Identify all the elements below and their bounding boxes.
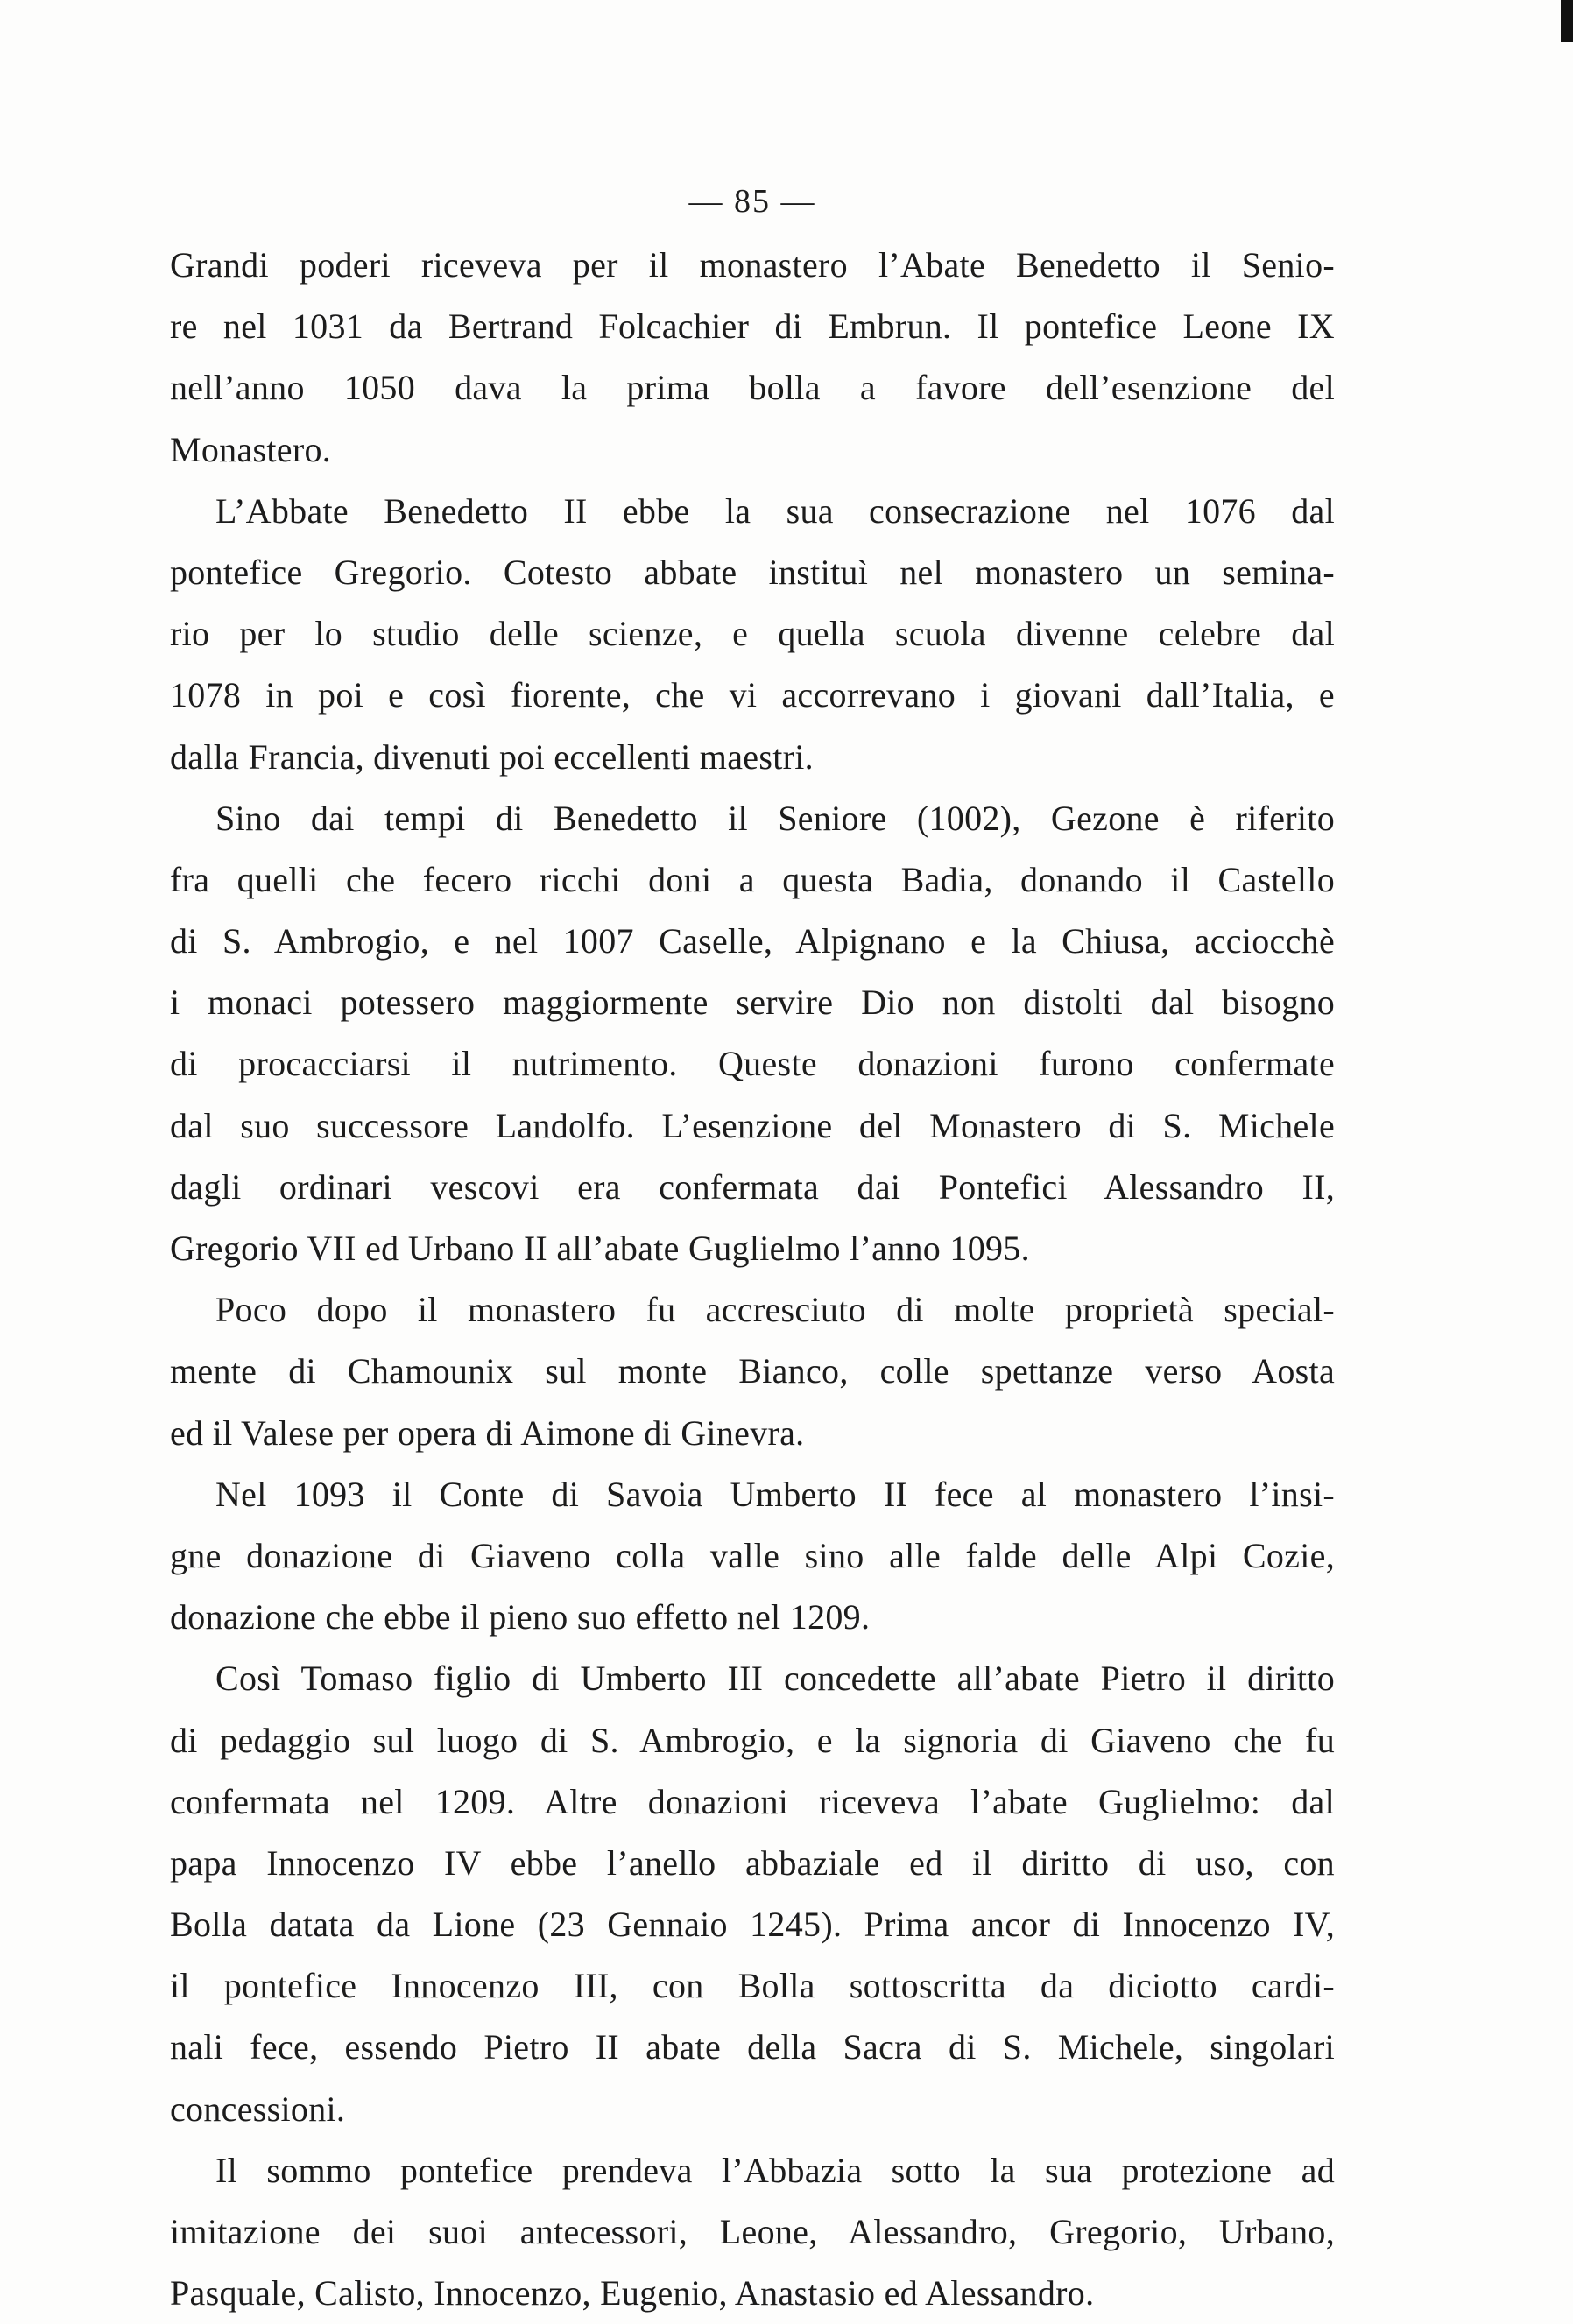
text-line: Poco dopo il monastero fu accresciuto di molte proprietà special-: [215, 1290, 1335, 1330]
text-line: Bolla datata da Lione (23 Gennaio 1245). Prima ancor di Innocenzo IV,: [170, 1905, 1335, 1945]
text-line: di procacciarsi il nutrimento. Queste donazioni furono confermate: [170, 1044, 1335, 1084]
text-line: nell’anno 1050 dava la prima bolla a favore dell’esenzione del: [170, 368, 1335, 408]
text-line: concessioni.: [170, 2088, 346, 2129]
text-line: rio per lo studio delle scienze, e quella scuola divenne celebre dal: [170, 614, 1335, 654]
text-line: 1078 in poi e così fiorente, che vi accorrevano i giovani dall’Italia, e: [170, 675, 1335, 715]
text-line: mente di Chamounix sul monte Bianco, colle spettanze verso Aosta: [170, 1351, 1335, 1391]
text-line: donazione che ebbe il pieno suo effetto nel 1209.: [170, 1597, 871, 1637]
text-line: dalla Francia, divenuti poi eccellenti maestri.: [170, 736, 814, 777]
text-line: il pontefice Innocenzo III, con Bolla sottoscritta da diciotto cardi-: [170, 1966, 1335, 2006]
text-line: Sino dai tempi di Benedetto il Seniore (1002), Gezone è riferito: [215, 798, 1335, 838]
text-line: papa Innocenzo IV ebbe l’anello abbaziale ed il diritto di uso, con: [170, 1842, 1335, 1883]
text-line: re nel 1031 da Bertrand Folcachier di Embrun. Il pontefice Leone IX: [170, 306, 1335, 347]
text-line: di S. Ambrogio, e nel 1007 Caselle, Alpignano e la Chiusa, acciocchè: [170, 921, 1335, 961]
text-line: Gregorio VII ed Urbano II all’abate Guglielmo l’anno 1095.: [170, 1229, 1030, 1268]
text-line: Nel 1093 il Conte di Savoia Umberto II fece al monastero l’insi-: [215, 1474, 1335, 1514]
text-line: L’Abbate Benedetto II ebbe la sua consecrazione nel 1076 dal: [215, 490, 1335, 531]
text-line: di pedaggio sul luogo di S. Ambrogio, e la signoria di Giaveno che fu: [170, 1720, 1335, 1760]
scan-edge-mark: [1561, 0, 1573, 42]
text-line: gne donazione di Giaveno colla valle sino alle falde delle Alpi Cozie,: [170, 1535, 1335, 1575]
text-line: fra quelli che fecero ricchi doni a questa Badia, donando il Castello: [170, 859, 1335, 899]
text-line: pontefice Gregorio. Cotesto abbate instituì nel monastero un semina-: [170, 552, 1335, 592]
text-line: ed il Valese per opera di Aimone di Ginevra.: [170, 1412, 805, 1453]
text-line: dal suo successore Landolfo. L’esenzione del Monastero di S. Michele: [170, 1105, 1335, 1145]
text-line: dagli ordinari vescovi era confermata dai Pontefici Alessandro II,: [170, 1166, 1335, 1207]
text-line: Monastero.: [170, 429, 332, 469]
book-page: [170, 175, 1335, 2324]
text-line: i monaci potessero maggiormente servire Dio non distolti dal bisogno: [170, 982, 1335, 1023]
text-line: Grandi poderi riceveva per il monastero l’Abate Benedetto il Senio-: [170, 245, 1335, 285]
text-line: Così Tomaso figlio di Umberto III concedette all’abate Pietro il diritto: [215, 1658, 1335, 1699]
text-line: imitazione dei suoi antecessori, Leone, Alessandro, Gregorio, Urbano,: [170, 2212, 1335, 2251]
text-line: confermata nel 1209. Altre donazioni riceveva l’abate Guglielmo: dal: [170, 1781, 1335, 1821]
text-line: Il sommo pontefice prendeva l’Abbazia sotto la sua protezione ad: [215, 2150, 1335, 2190]
text-line: Pasquale, Calisto, Innocenzo, Eugenio, Anastasio ed Alessandro.: [170, 2273, 1095, 2313]
body-text: [170, 235, 1335, 2324]
text-line: nali fece, essendo Pietro II abate della Sacra di S. Michele, singolari: [170, 2027, 1335, 2067]
page-number: — 85 —: [688, 183, 816, 220]
